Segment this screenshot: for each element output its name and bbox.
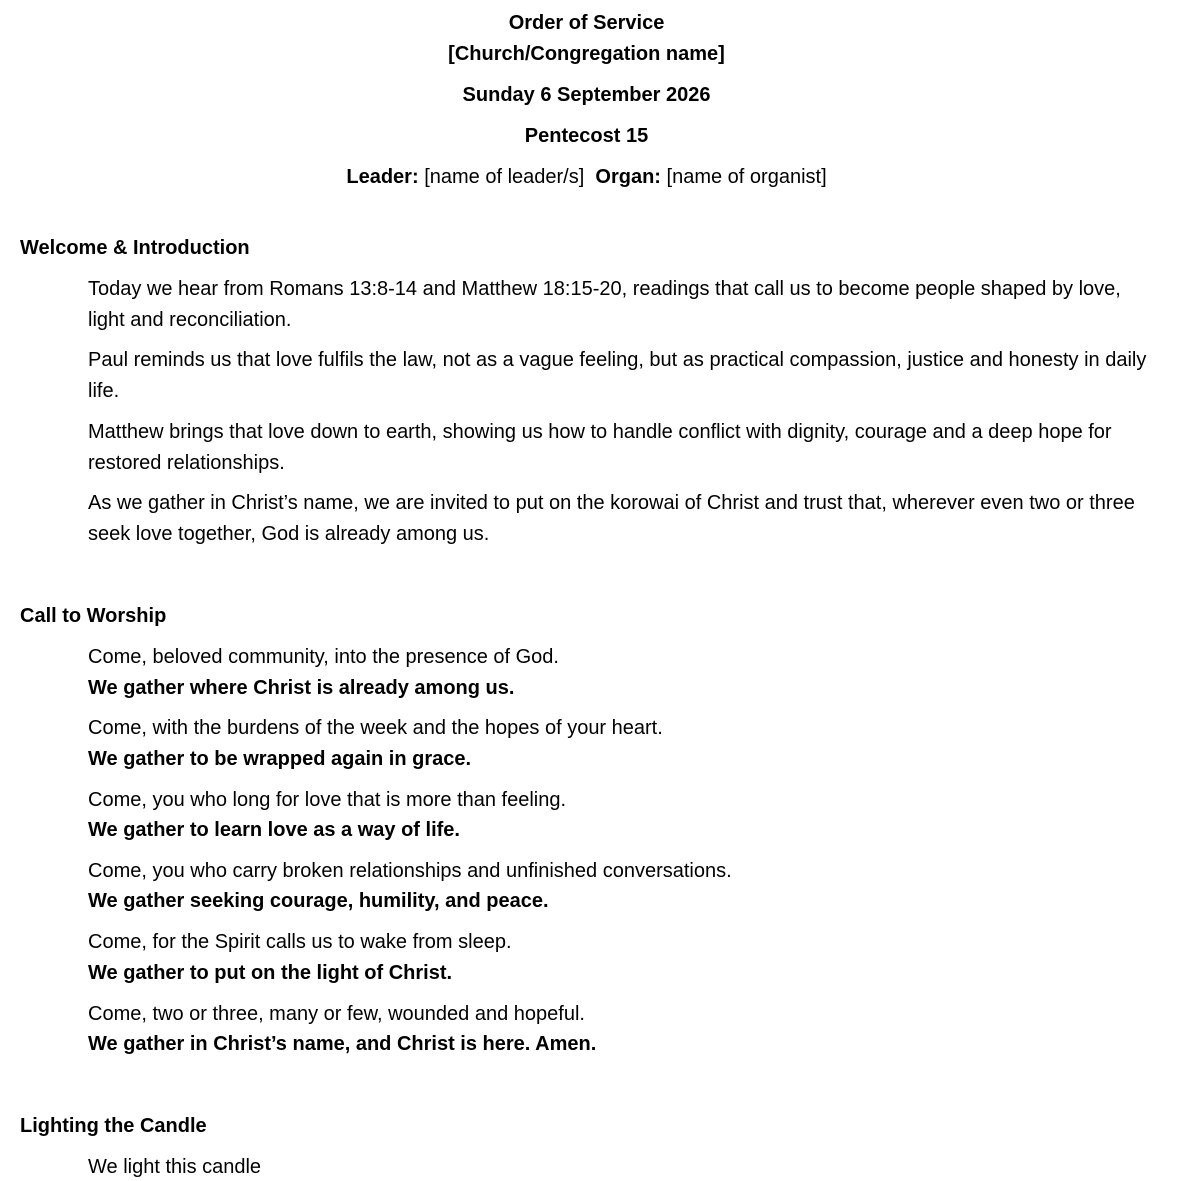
organ-value: [name of organist] <box>666 166 827 188</box>
welcome-paragraph: As we gather in Christ’s name, we are invited to put on the korowai of Christ and trust that, wherever even two or three seek love together, God is already among us. <box>88 492 1135 545</box>
people-response: We gather to learn love as a way of life. <box>88 819 460 841</box>
people-response: We gather to be wrapped again in grace. <box>88 748 472 770</box>
candle-line: We light this candle <box>88 1156 262 1178</box>
people-response: We gather seeking courage, humility, and peace. <box>88 890 549 912</box>
leader-label: Leader: <box>346 166 419 188</box>
welcome-paragraph: Today we hear from Romans 13:8-14 and Matthew 18:15-20, readings that call us to become people shaped by love, light and reconciliation. <box>88 278 1121 331</box>
leader-line: Come, two or three, many or few, wounded and hopeful. <box>88 1003 585 1025</box>
people-response: We gather in Christ’s name, and Christ is here. Amen. <box>88 1033 597 1055</box>
service-date: Sunday 6 September 2026 <box>462 84 711 106</box>
service-credits <box>0 165 1173 189</box>
people-response: We gather where Christ is already among us. <box>88 677 515 699</box>
call-to-worship-heading: Call to Worship <box>20 605 167 627</box>
leader-line: Come, beloved community, into the presence of God. <box>88 646 559 668</box>
welcome-paragraph: Paul reminds us that love fulfils the law, not as a vague feeling, but as practical compassion, justice and honesty in daily life. <box>88 349 1147 402</box>
leader-value: [name of leader/s] <box>424 166 585 188</box>
organ-label: Organ: <box>595 166 661 188</box>
liturgical-season: Pentecost 15 <box>524 125 649 147</box>
welcome-heading: Welcome & Introduction <box>20 237 250 259</box>
leader-line: Come, for the Spirit calls us to wake from sleep. <box>88 931 512 953</box>
people-response: We gather to put on the light of Christ. <box>88 962 453 984</box>
church-name: [Church/Congregation name] <box>448 43 725 65</box>
lighting-candle-heading: Lighting the Candle <box>20 1115 207 1137</box>
document-title: Order of Service <box>508 12 665 34</box>
leader-line: Come, you who long for love that is more than feeling. <box>88 789 567 811</box>
leader-line: Come, with the burdens of the week and the hopes of your heart. <box>88 717 663 739</box>
leader-line: Come, you who carry broken relationships and unfinished conversations. <box>88 860 732 882</box>
welcome-paragraph: Matthew brings that love down to earth, showing us how to handle conflict with dignity, courage and a deep hope for restored relationships. <box>88 421 1112 474</box>
